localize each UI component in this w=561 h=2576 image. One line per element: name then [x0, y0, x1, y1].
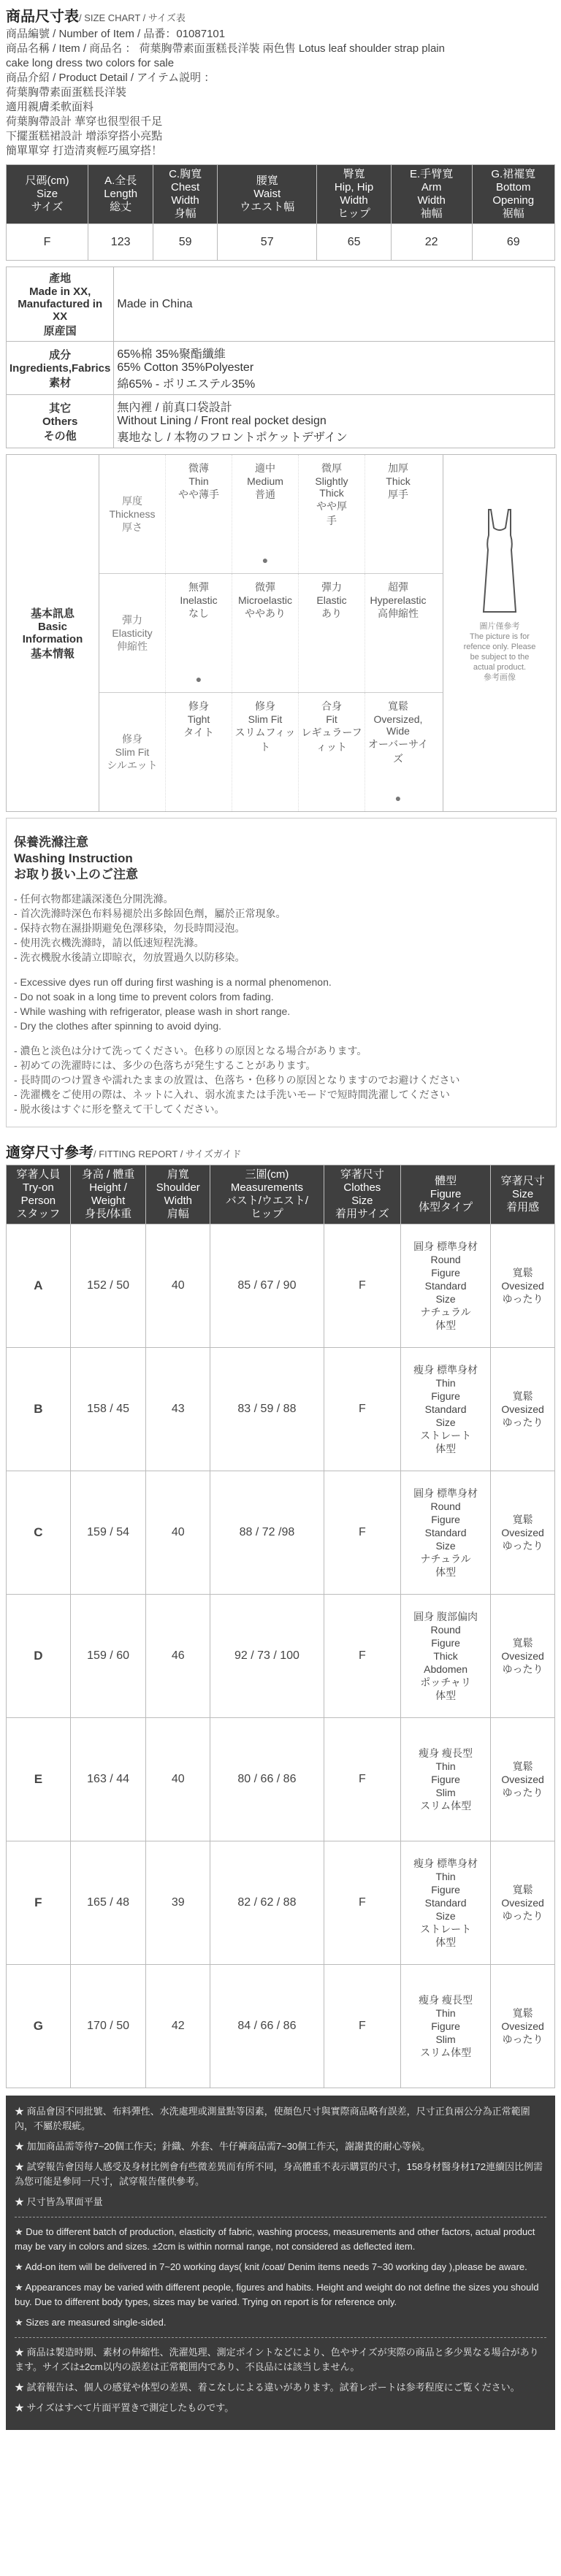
info-line: 商品編號 / Number of Item / 品番：01087101 — [6, 28, 226, 40]
spec-table — [6, 267, 555, 448]
fit-cell: 159 / 60 — [70, 1595, 146, 1718]
fit-cell: F — [324, 1965, 400, 2088]
spec-value: 無內裡 / 前真口袋設計 Without Lining / Front real pocket design 裏地なし / 本物のフロントポケットデザイン — [114, 395, 555, 448]
fitting-table — [6, 1165, 555, 2088]
illustration-note: 圖片僅參考 The picture is for refence only. Please be subject to the actual product. 參考画像 — [463, 622, 536, 682]
basic-option — [298, 693, 365, 811]
fit-cell: 寬鬆 Ovesized ゆったり — [491, 1965, 555, 2088]
fit-col-header: 體型 Figure 体型タイプ — [401, 1165, 491, 1224]
note-line: ★ 尺寸皆為單面平量 — [15, 2196, 103, 2207]
info-line: cake long dress two colors for sale — [6, 57, 175, 69]
fit-cell: 46 — [146, 1595, 210, 1718]
spec-value: 65%棉 35%聚酯纖維 65% Cotton 35%Polyester 綿65% - ポリエステル35% — [114, 342, 555, 395]
fit-cell: F — [324, 1841, 400, 1965]
fit-cell: 84 / 66 / 86 — [210, 1965, 324, 2088]
fit-row — [7, 1224, 555, 1348]
basic-options — [165, 574, 443, 692]
fit-cell: 85 / 67 / 90 — [210, 1224, 324, 1348]
size-cell: 69 — [472, 224, 555, 261]
fit-cell: E — [7, 1718, 71, 1841]
fit-cell: 159 / 54 — [70, 1471, 146, 1595]
fit-cell: C — [7, 1471, 71, 1595]
care-line: - 使用洗衣機洗滌時，請以低速短程洗滌。 — [14, 937, 205, 948]
care-title-zh: 保養洗滌注意 — [14, 835, 88, 849]
size-table — [6, 164, 555, 261]
fit-row — [7, 1595, 555, 1718]
basic-info-grid — [99, 455, 443, 811]
care-line: - 脱水後はすぐに形を整えて干してください。 — [14, 1103, 225, 1115]
fit-cell: 80 / 66 / 86 — [210, 1718, 324, 1841]
fit-cell: 170 / 50 — [70, 1965, 146, 2088]
note-line: ★ Due to different batch of production, elasticity of fabric, washing process, measurements and other factors, actual product may be vary in colors and sizes. ±2cm is within normal range, not considered as deflected item. — [15, 2226, 535, 2252]
care-line: - Excessive dyes run off during first washing is a normal phenomenon. — [14, 976, 332, 988]
basic-row — [99, 574, 443, 693]
fit-cell: 88 / 72 /98 — [210, 1471, 324, 1595]
selected-dot-icon: ● — [394, 792, 402, 804]
basic-option — [365, 574, 431, 692]
care-line: - 濃色と淡色は分けて洗ってください。色移りの原因となる場合があります。 — [14, 1045, 367, 1057]
size-col-header: E.手臂寬 Arm Width 袖幅 — [391, 165, 472, 224]
note-line: ★ 商品會因不同批號、布料彈性、水洗處理或測量點等因素，使顏色尺寸與實際商品略有誤差，尺寸正負兩公分為正常範圍內，不屬於瑕疵。 — [15, 2106, 530, 2131]
spec-value: Made in China — [114, 267, 555, 342]
fit-cell: 圓身 標準身材 Round Figure Standard Size ナチュラル 体型 — [401, 1224, 491, 1348]
note-line: ★ 試穿報告會因每人感受及身材比例會有些微差異而有所不同，身高體重不表示購買的尺寸，158身材醫身材172連續因比例需為您可能是參同一尺寸，試穿報告僅供參考。 — [15, 2161, 543, 2187]
basic-options — [165, 455, 443, 573]
basic-option — [232, 574, 298, 692]
basic-option — [365, 455, 431, 573]
option-label: 修身 Tight タイト — [183, 700, 214, 738]
size-col-header: G.裙襬寬 Bottom Opening 裾幅 — [472, 165, 555, 224]
size-col-header: 腰寬 Waist ウエスト幅 — [217, 165, 316, 224]
size-table-header — [7, 165, 555, 224]
care-line: - Do not soak in a long time to prevent colors from fading. — [14, 991, 274, 1003]
fit-cell: 寬鬆 Ovesized ゆったり — [491, 1718, 555, 1841]
info-line: 簡單單穿 打造清爽輕巧風穿搭！ — [6, 145, 163, 157]
option-label: 微厚 Slightly Thick やや厚 手 — [315, 462, 348, 526]
size-col-header: A.全長 Length 総丈 — [88, 165, 153, 224]
spec-key: 產地 Made in XX, Manufactured in XX 原産国 — [7, 267, 114, 342]
size-chart-title — [0, 0, 561, 27]
basic-option — [232, 693, 298, 811]
care-line: - 任何衣物都建議深淺色分開洗滌。 — [14, 893, 174, 905]
fit-cell: 40 — [146, 1471, 210, 1595]
info-line: 荷葉胸帶設計 華穿也很型很千足 — [6, 115, 163, 128]
option-label: 寬鬆 Oversized, Wide オーバーサイズ — [367, 700, 429, 764]
notes-jp — [15, 2345, 546, 2415]
note-line: ★ 加加商品需等待7~20個工作天；針織、外套、牛仔褲商品需7~30個工作天，謝謝貴的耐心等候。 — [15, 2141, 431, 2152]
fit-cell: F — [324, 1471, 400, 1595]
size-cell: 65 — [317, 224, 391, 261]
fit-cell: 83 / 59 / 88 — [210, 1348, 324, 1471]
basic-row-label: 修身 Slim Fit シルエット — [107, 733, 158, 771]
care-line: - 保持衣物在濕掛期避免色澤移染，勿長時間浸泡。 — [14, 922, 245, 934]
fit-cell: F — [7, 1841, 71, 1965]
selected-dot-icon: ● — [262, 554, 269, 566]
care-zh — [7, 892, 556, 965]
title-text: 商品尺寸表 — [6, 9, 79, 25]
fit-cell: B — [7, 1348, 71, 1471]
option-label: 超彈 Hyperelastic 高伸縮性 — [370, 581, 427, 619]
fit-cell: 瘦身 瘦長型 Thin Figure Slim スリム体型 — [401, 1965, 491, 2088]
size-cell: 22 — [391, 224, 472, 261]
title-subtitle: / SIZE CHART / サイズ表 — [79, 12, 186, 23]
fit-cell: 瘦身 標準身材 Thin Figure Standard Size ストレート 体型 — [401, 1841, 491, 1965]
size-cell: 123 — [88, 224, 153, 261]
basic-info — [6, 454, 557, 812]
fit-title — [0, 1133, 561, 1165]
basic-option — [165, 693, 232, 811]
selected-dot-icon: ● — [195, 673, 202, 685]
fit-cell: 163 / 44 — [70, 1718, 146, 1841]
care-line: - 長時間のつけ置きや濡れたままの放置は、色落ち・色移りの原因となりますのでお避けください — [14, 1074, 460, 1086]
size-table-row — [7, 224, 555, 261]
garment-illustration — [443, 455, 556, 811]
note-line: ★ Sizes are measured single-sided. — [15, 2317, 167, 2328]
fit-cell: 寬鬆 Ovesized ゆったり — [491, 1841, 555, 1965]
basic-option — [232, 455, 298, 573]
size-col-header: C.胸寬 Chest Width 身幅 — [153, 165, 218, 224]
fit-col-header: 三圍(cm) Measurements バスト/ウエスト/ ヒップ — [210, 1165, 324, 1224]
care-line: - 初めての洗濯時には、多少の色落ちが発生することがあります。 — [14, 1059, 316, 1071]
fit-cell: 寬鬆 Ovesized ゆったり — [491, 1224, 555, 1348]
fit-row — [7, 1471, 555, 1595]
spec-row — [7, 395, 555, 448]
fit-cell: 圓身 腹部偏肉 Round Figure Thick Abdomen ポッチャリ 体型 — [401, 1595, 491, 1718]
care-line: - 首次洗滌時深色布料易褪於出多餘固色劑，屬於正常現象。 — [14, 908, 286, 919]
basic-option — [165, 455, 232, 573]
option-label: 加厚 Thick 厚手 — [386, 462, 411, 500]
fit-cell: 寬鬆 Ovesized ゆったり — [491, 1595, 555, 1718]
fit-col-header: 身高 / 體重 Height / Weight 身長/体重 — [70, 1165, 146, 1224]
care-line: - Dry the clothes after spinning to avoid dying. — [14, 1020, 222, 1032]
fit-cell: G — [7, 1965, 71, 2088]
note-line: ★ 商品は製造時期、素材の伸縮性、洗濯処理、測定ポイントなどにより、色やサイズが実際の商品と多少異なる場合があります。サイズは±2cm以内の誤差は正常範囲内であり、不良品には該当しません。 — [15, 2347, 539, 2372]
fit-row — [7, 1841, 555, 1965]
fit-cell: 42 — [146, 1965, 210, 2088]
fit-col-header: 穿著人員 Try-on Person スタッフ — [7, 1165, 71, 1224]
notes-en — [15, 2225, 546, 2330]
size-col-header: 尺碼(cm) Size サイズ — [7, 165, 88, 224]
fit-cell: 圓身 標準身材 Round Figure Standard Size ナチュラル 体型 — [401, 1471, 491, 1595]
fit-col-header: 肩寬 Shoulder Width 肩幅 — [146, 1165, 210, 1224]
option-label: 適中 Medium 普通 — [247, 462, 283, 500]
fit-cell: F — [324, 1718, 400, 1841]
option-label: 微彈 Microelastic ややあり — [238, 581, 292, 619]
basic-option — [298, 574, 365, 692]
info-line: 下擺蛋糕裙設計 增添穿搭小亮點 — [6, 130, 163, 142]
dress-icon — [478, 506, 522, 616]
basic-info-title: 基本訊息 Basic Information 基本情報 — [7, 455, 99, 811]
fit-cell: 40 — [146, 1224, 210, 1348]
note-line: ★ サイズはすべて片面平置きで測定したものです。 — [15, 2402, 234, 2413]
fit-cell: 寬鬆 Ovesized ゆったり — [491, 1471, 555, 1595]
fit-row — [7, 1718, 555, 1841]
spec-row — [7, 342, 555, 395]
care-title-jp: お取り扱い上のご注意 — [14, 867, 138, 881]
basic-option — [298, 455, 365, 573]
note-line: ★ 試着報告は、個人の感覚や体型の差異、着こなしによる違いがあります。試着レポートは参考程度にご覧ください。 — [15, 2382, 520, 2393]
option-label: 彈力 Elastic あり — [316, 581, 347, 619]
basic-row — [99, 455, 443, 574]
option-label: 修身 Slim Fit スリムフィット — [234, 700, 296, 753]
size-cell: F — [7, 224, 88, 261]
care-title-en: Washing Instruction — [14, 851, 133, 865]
spec-key: 其它 Others その他 — [7, 395, 114, 448]
fit-cell: 43 — [146, 1348, 210, 1471]
fit-header — [7, 1165, 555, 1224]
fit-cell: F — [324, 1224, 400, 1348]
notes-box — [6, 2096, 555, 2430]
size-cell: 59 — [153, 224, 218, 261]
care-line: - While washing with refrigerator, please wash in short range. — [14, 1005, 291, 1017]
fit-cell: 152 / 50 — [70, 1224, 146, 1348]
fit-col-header: 穿著尺寸 Clothes Size 着用サイズ — [324, 1165, 400, 1224]
care-section — [6, 818, 557, 1127]
option-label: 微薄 Thin やや薄手 — [178, 462, 219, 500]
fit-cell: 92 / 73 / 100 — [210, 1595, 324, 1718]
fit-cell: F — [324, 1348, 400, 1471]
info-line: 適用親膚柔軟面料 — [6, 101, 94, 113]
fit-cell: 158 / 45 — [70, 1348, 146, 1471]
fit-cell: 瘦身 瘦長型 Thin Figure Slim スリム体型 — [401, 1718, 491, 1841]
info-line: 荷葉胸帶素面蛋糕長洋裝 — [6, 86, 127, 99]
basic-option — [165, 574, 232, 692]
basic-option — [365, 693, 431, 811]
size-col-header: 臀寬 Hip, Hip Width ヒップ — [317, 165, 391, 224]
care-jp — [7, 1043, 556, 1116]
fit-row — [7, 1965, 555, 2088]
care-line: - 洗濯機をご使用の際は、ネットに入れ、弱水流または手洗いモードで短時間洗濯してください — [14, 1089, 450, 1100]
note-line: ★ Add-on item will be delivered in 7~20 working days( knit /coat/ Denim items needs 7~30 working day ),please be aware. — [15, 2261, 527, 2272]
fit-cell: 40 — [146, 1718, 210, 1841]
care-en — [7, 975, 556, 1033]
basic-row-label: 彈力 Elasticity 伸縮性 — [112, 614, 153, 652]
fit-cell: 寬鬆 Ovesized ゆったり — [491, 1348, 555, 1471]
care-line: - 洗衣機脫水後請立即晾衣，勿放置過久以防移染。 — [14, 951, 245, 963]
option-label: 無彈 Inelastic なし — [180, 581, 218, 619]
fit-title-text: 適穿尺寸參考 — [6, 1145, 94, 1161]
spec-row — [7, 267, 555, 342]
fit-cell: 瘦身 標準身材 Thin Figure Standard Size ストレート 体型 — [401, 1348, 491, 1471]
basic-row-label: 厚度 Thickness 厚さ — [109, 495, 156, 533]
fit-cell: D — [7, 1595, 71, 1718]
divider — [15, 2337, 546, 2338]
fit-cell: 82 / 62 / 88 — [210, 1841, 324, 1965]
fit-cell: 39 — [146, 1841, 210, 1965]
fit-cell: F — [324, 1595, 400, 1718]
fit-row — [7, 1348, 555, 1471]
note-line: ★ Appearances may be varied with different people, figures and habits. Height and weight do not define the sizes you should buy. Due to different body types, sizes may be varied. Trying on report is for reference only. — [15, 2282, 539, 2307]
fit-cell: 165 / 48 — [70, 1841, 146, 1965]
option-label: 合身 Fit レギュラーフィット — [301, 700, 362, 753]
fit-col-header: 穿著尺寸 Size 着用感 — [491, 1165, 555, 1224]
basic-options — [165, 693, 443, 811]
notes-zh — [15, 2104, 546, 2209]
spec-key: 成分 Ingredients,Fabrics 素材 — [7, 342, 114, 395]
size-cell: 57 — [217, 224, 316, 261]
basic-row — [99, 693, 443, 811]
product-info — [0, 27, 561, 158]
fit-subtitle: / FITTING REPORT / サイズガイド — [94, 1149, 242, 1159]
fit-cell: A — [7, 1224, 71, 1348]
info-line: 商品名稱 / Item / 商品名 ： 荷葉胸帶素面蛋糕長洋裝 兩色售 Lotus leaf shoulder strap plain — [6, 42, 445, 55]
info-line: 商品介紹 / Product Detail / アイテム説明 ： — [6, 72, 215, 84]
